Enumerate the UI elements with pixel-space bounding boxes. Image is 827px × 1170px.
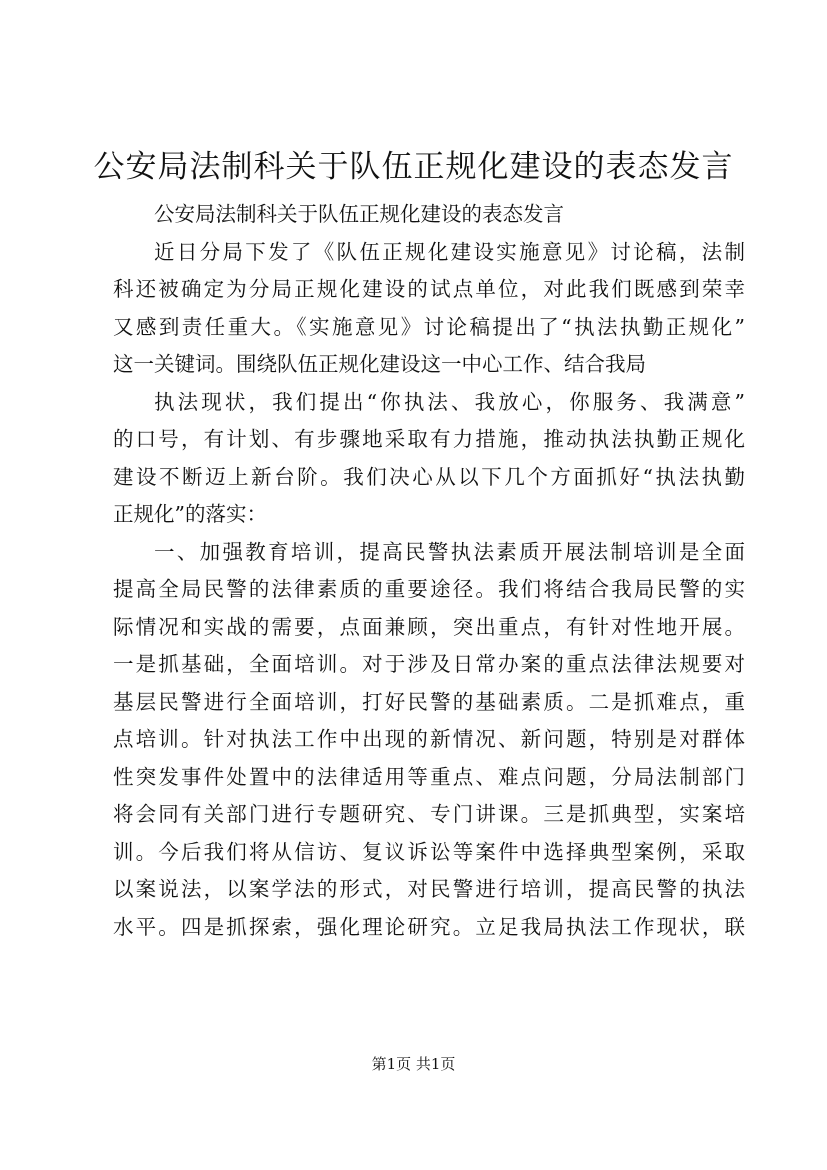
body-line: 的口号，有计划、有步骤地采取有力措施，推动执法执勤正规化 [113,427,745,451]
body-line: 点培训。针对执法工作中出现的新情况、新问题，特别是对群体 [113,727,745,751]
body-line: 以案说法，以案学法的形式，对民警进行培训，提高民警的执法 [113,877,745,901]
body-line: 建设不断迈上新台阶。我们决心从以下几个方面抓好“执法执勤 [113,464,745,489]
body-line: 正规化”的落实： [113,502,267,526]
body-line: 又感到责任重大。《实施意见》讨论稿提出了“执法执勤正规化” [113,314,745,339]
body-line: 一、加强教育培训，提高民警执法素质开展法制培训是全面 [154,539,745,564]
page-number: 第1页 共1页 [371,1055,456,1073]
body-line: 这一关键词。围绕队伍正规化建设这一中心工作、结合我局 [113,352,646,376]
body-line: 近日分局下发了《队伍正规化建设实施意见》讨论稿，法制 [154,239,745,264]
body-line: 科还被确定为分局正规化建设的试点单位，对此我们既感到荣幸 [113,277,745,301]
body-line: 提高全局民警的法律素质的重要途径。我们将结合我局民警的实 [113,577,745,601]
body-line: 基层民警进行全面培训，打好民警的基础素质。二是抓难点，重 [113,689,745,714]
body-line: 水平。四是抓探索，强化理论研究。立足我局执法工作现状，联 [113,914,745,939]
body-line: 将会同有关部门进行专题研究、专门讲课。三是抓典型，实案培 [113,802,745,826]
body-line: 际情况和实战的需要，点面兼顾，突出重点，有针对性地开展。 [113,614,745,639]
body-line: 训。今后我们将从信访、复议诉讼等案件中选择典型案例，采取 [113,839,745,864]
body-line: 公安局法制科关于队伍正规化建设的表态发言 [154,202,564,226]
body-line: 一是抓基础，全面培训。对于涉及日常办案的重点法律法规要对 [113,652,745,676]
document-title: 公安局法制科关于队伍正规化建设的表态发言 [93,149,734,185]
body-line: 性突发事件处置中的法律适用等重点、难点问题，分局法制部门 [113,764,745,789]
body-line: 执法现状，我们提出“你执法、我放心，你服务、我满意” [154,389,745,414]
document-body [113,196,745,946]
